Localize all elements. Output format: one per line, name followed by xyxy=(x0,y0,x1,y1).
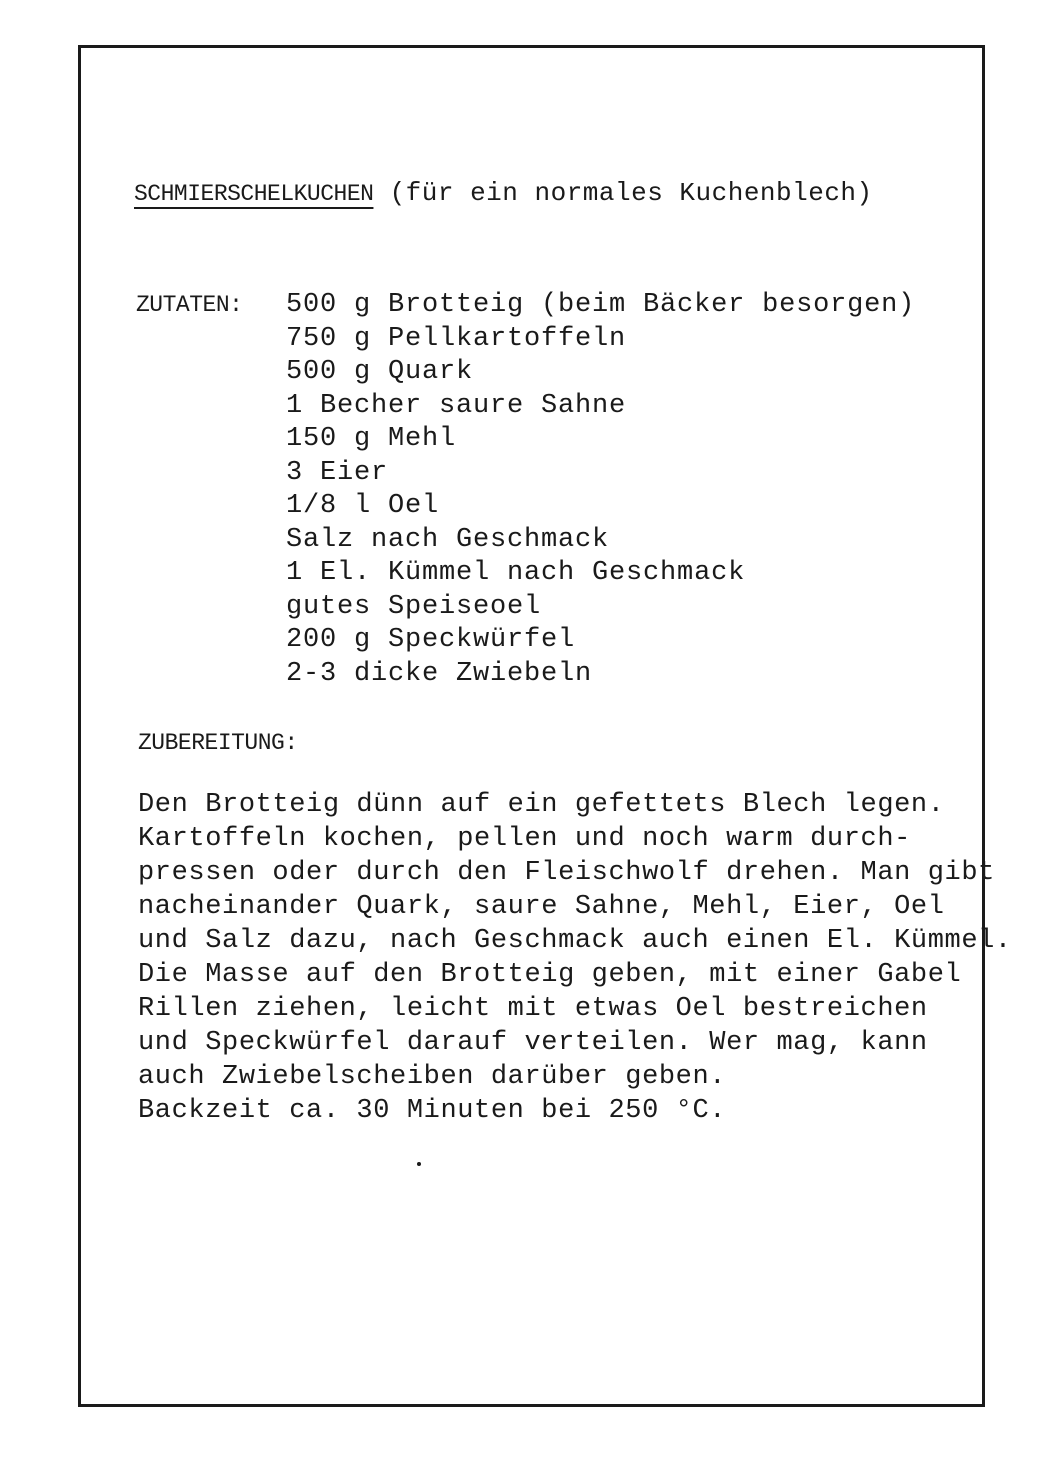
preparation-line: Kartoffeln kochen, pellen und noch warm durch- xyxy=(138,824,911,854)
page-border xyxy=(78,45,985,1407)
ingredient-item: 2-3 dicke Zwiebeln xyxy=(286,658,593,689)
preparation-line: auch Zwiebelscheiben darüber geben. xyxy=(138,1062,727,1092)
ingredients-list xyxy=(286,289,915,691)
recipe-title-subtitle: (für ein normales Kuchenblech) xyxy=(389,178,873,208)
preparation-line: pressen oder durch den Fleischwolf drehen. Man gibt xyxy=(138,858,995,888)
preparation-text xyxy=(138,788,1012,1128)
ingredient-item: 1 El. Kümmel nach Geschmack xyxy=(286,558,746,588)
ingredient-item: 750 g Pellkartoffeln xyxy=(286,323,627,354)
scan-speck xyxy=(417,1162,421,1166)
ingredient-item: Salz nach Geschmack xyxy=(286,524,610,555)
preparation-line: Backzeit ca. 30 Minuten bei 250 °C. xyxy=(138,1096,727,1126)
preparation-line: Den Brotteig dünn auf ein gefettets Blech legen. xyxy=(138,790,945,820)
ingredient-item: 500 g Quark xyxy=(286,357,474,387)
ingredient-item: gutes Speiseoel xyxy=(286,591,542,622)
preparation-line: Rillen ziehen, leicht mit etwas Oel bestreichen xyxy=(138,994,928,1024)
ingredient-item: 1/8 l Oel xyxy=(286,491,440,521)
ingredient-item: 500 g Brotteig (beim Bäcker besorgen) xyxy=(286,290,916,320)
ingredient-item: 3 Eier xyxy=(286,457,389,488)
preparation-line: und Speckwürfel darauf verteilen. Wer mag, kann xyxy=(138,1028,928,1058)
preparation-line: Die Masse auf den Brotteig geben, mit einer Gabel xyxy=(138,960,962,990)
preparation-heading: ZUBEREITUNG: xyxy=(138,730,298,756)
ingredient-item: 1 Becher saure Sahne xyxy=(286,390,627,421)
ingredients-heading: ZUTATEN: xyxy=(136,292,243,318)
ingredient-item: 150 g Mehl xyxy=(286,424,457,454)
recipe-title xyxy=(134,178,873,208)
ingredient-item: 200 g Speckwürfel xyxy=(286,625,576,655)
preparation-line: und Salz dazu, nach Geschmack auch einen El. Kümmel. xyxy=(138,926,1012,956)
recipe-title-main: SCHMIERSCHELKUCHEN xyxy=(134,181,374,207)
preparation-line: nacheinander Quark, saure Sahne, Mehl, Eier, Oel xyxy=(138,892,945,922)
